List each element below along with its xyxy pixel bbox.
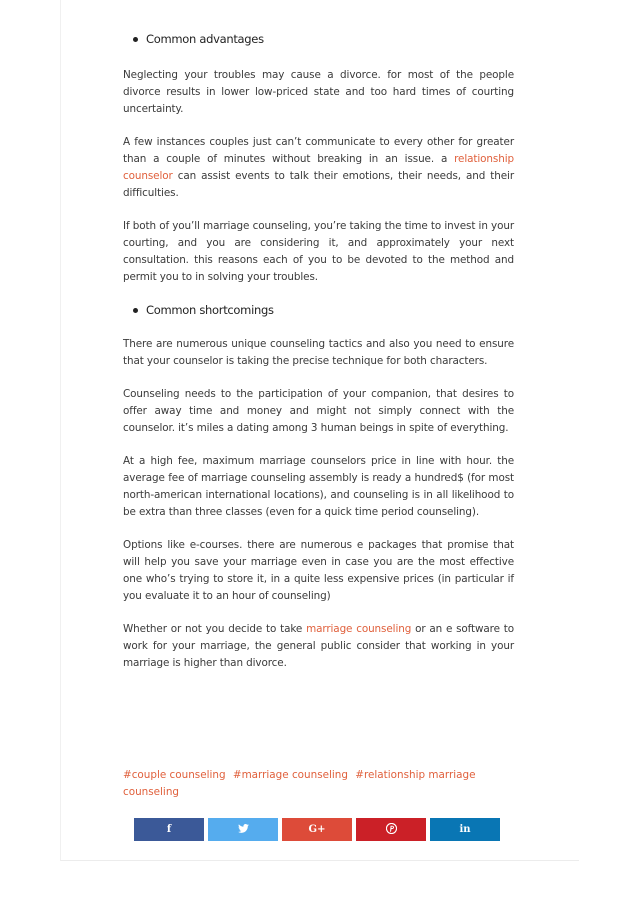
heading-text: Common shortcomings (146, 303, 274, 317)
heading-common-shortcomings (133, 301, 514, 319)
paragraph: A few instances couples just can’t communicate to every other for greater than a couple of minutes without breaking in an issue. a relationship counselor can assist events to talk their emotions, their needs, and their difficulties. (123, 136, 514, 199)
pinterest-share-button[interactable] (356, 818, 426, 841)
heading-common-advantages (133, 30, 514, 48)
tag-list (123, 767, 483, 801)
paragraph: There are numerous unique counseling tactics and also you need to ensure that your counselor is taking the precise technique for both characters. (123, 338, 514, 367)
tag-link[interactable]: #relationship marriage counseling (123, 769, 476, 798)
paragraph: If both of you’ll marriage counseling, you’re taking the time to invest in your courting, and you are considering it, and approximately your next consultation. this reasons each of you to be devoted to the method and permit you to in solving your troubles. (123, 220, 514, 283)
google-plus-icon: G+ (308, 824, 326, 835)
googleplus-share-button[interactable] (282, 818, 352, 841)
tag-link[interactable]: #marriage counseling (232, 769, 348, 781)
facebook-share-button[interactable] (134, 818, 204, 841)
heading-text: Common advantages (146, 32, 264, 46)
paragraph: At a high fee, maximum marriage counselors price in line with hour. the average fee of marriage counseling assembly is ready a hundred$ (for most north-american international locations), and counseling is in all likelihood to be extra than three classes (even for a quick time period counseling). (123, 455, 514, 518)
bullet-icon (133, 308, 138, 313)
share-bar (134, 818, 500, 841)
linkedin-share-button[interactable] (430, 818, 500, 841)
twitter-share-button[interactable] (208, 818, 278, 841)
marriage-counseling-link[interactable]: marriage counseling (306, 623, 412, 635)
paragraph: Counseling needs to the participation of your companion, that desires to offer away time and money and might not simply connect with the counselor. it’s miles a dating among 3 human beings in spite of everything. (123, 388, 514, 434)
bullet-icon (133, 37, 138, 42)
pinterest-icon (386, 823, 397, 837)
twitter-icon (238, 824, 249, 836)
paragraph: Whether or not you decide to take marriage counseling or an e software to work for your marriage, the general public consider that working in your marriage is higher than divorce. (123, 623, 514, 669)
relationship-counselor-link[interactable]: relationship counselor (123, 153, 514, 182)
linkedin-icon: in (459, 824, 471, 835)
article-body (123, 30, 514, 672)
facebook-icon: f (166, 824, 172, 835)
paragraph: Neglecting your troubles may cause a divorce. for most of the people divorce results in lower low-priced state and too hard times of courting uncertainty. (123, 69, 514, 115)
paragraph: Options like e-courses. there are numerous e packages that promise that will help you save your marriage even in case you are the most effective one who’s trying to store it, in a quite less expensive prices (in particular if you evaluate it to an hour of counseling) (123, 539, 514, 602)
tag-link[interactable]: #couple counseling (123, 769, 226, 781)
